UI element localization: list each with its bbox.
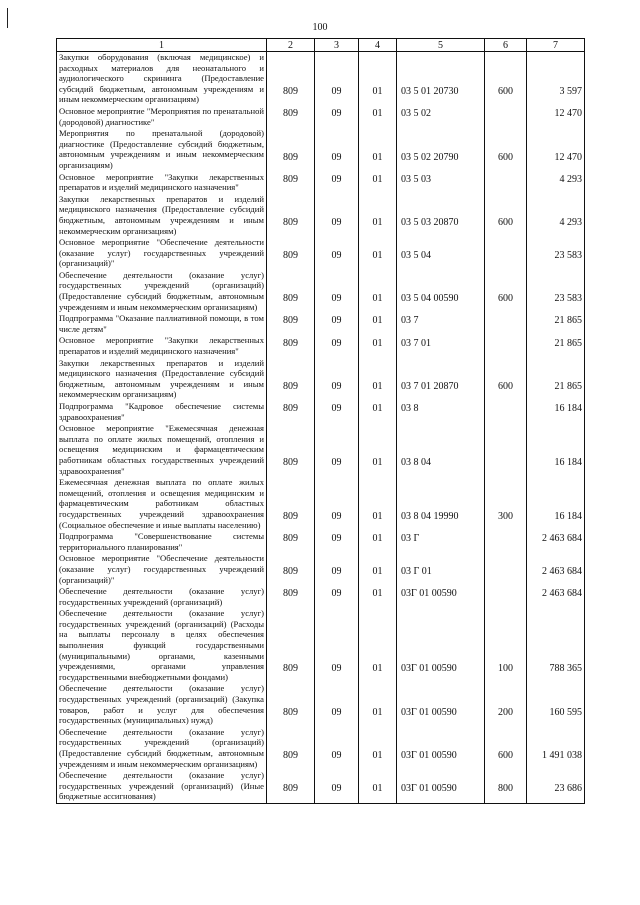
table-row: [57, 770, 585, 803]
row-section-code: 09: [315, 128, 359, 171]
column-header: 2: [267, 39, 315, 52]
row-subsection-code: 01: [359, 586, 397, 608]
row-section-code: 09: [315, 335, 359, 357]
row-grbs-code: 809: [267, 423, 315, 477]
row-description: Обеспечение деятельности (оказание услуг) государственных учреждений (организаций): [57, 586, 267, 608]
row-amount: 21 865: [527, 313, 585, 335]
row-amount: 4 293: [527, 172, 585, 194]
row-target-article: 03 8: [397, 401, 485, 423]
row-target-article: 03 8 04: [397, 423, 485, 477]
row-amount: 21 865: [527, 335, 585, 357]
row-section-code: 09: [315, 477, 359, 531]
row-amount: 160 595: [527, 683, 585, 726]
row-amount: 23 686: [527, 770, 585, 803]
row-target-article: 03Г 01 00590: [397, 683, 485, 726]
row-expense-type: [485, 313, 527, 335]
row-section-code: 09: [315, 52, 359, 106]
row-subsection-code: 01: [359, 270, 397, 313]
row-amount: 21 865: [527, 358, 585, 401]
row-description: Ежемесячная денежная выплата по оплате жилых помещений, отопления и освещения медицинским и фармацевтическим работникам областных государственных учреждений здравоохранения (Социальное обеспечение и иные выплаты населению): [57, 477, 267, 531]
row-target-article: 03 7 01 20870: [397, 358, 485, 401]
row-description: Основное мероприятие "Ежемесячная денежная выплата по оплате жилых помещений, отопления и освещения медицинским и фармацевтическим работникам областных государственных учреждений здравоохранения": [57, 423, 267, 477]
row-subsection-code: 01: [359, 128, 397, 171]
row-subsection-code: 01: [359, 477, 397, 531]
row-grbs-code: 809: [267, 770, 315, 803]
row-grbs-code: 809: [267, 313, 315, 335]
row-target-article: 03 7 01: [397, 335, 485, 357]
row-expense-type: 600: [485, 270, 527, 313]
table-row: [57, 358, 585, 401]
table-row: [57, 553, 585, 586]
row-section-code: 09: [315, 586, 359, 608]
row-amount: 788 365: [527, 608, 585, 683]
row-target-article: 03Г 01 00590: [397, 586, 485, 608]
row-amount: 2 463 684: [527, 586, 585, 608]
row-expense-type: 600: [485, 358, 527, 401]
row-expense-type: 600: [485, 52, 527, 106]
row-description: Закупки лекарственных препаратов и изделий медицинского назначения (Предоставление субсидий бюджетным, автономным учреждениям и иным некоммерческим организациям): [57, 358, 267, 401]
row-subsection-code: 01: [359, 358, 397, 401]
column-header: 7: [527, 39, 585, 52]
row-section-code: 09: [315, 683, 359, 726]
row-expense-type: 300: [485, 477, 527, 531]
row-grbs-code: 809: [267, 586, 315, 608]
row-grbs-code: 809: [267, 683, 315, 726]
row-expense-type: [485, 401, 527, 423]
row-target-article: 03 5 03: [397, 172, 485, 194]
row-description: Основное мероприятие "Обеспечение деятельности (оказание услуг) государственных учреждений (организаций)": [57, 553, 267, 586]
row-description: Основное мероприятие "Мероприятия по пренатальной (дородовой) диагностике": [57, 106, 267, 128]
table-row: [57, 335, 585, 357]
row-description: Подпрограмма "Кадровое обеспечение системы здравоохранения": [57, 401, 267, 423]
row-target-article: 03 5 04: [397, 237, 485, 270]
table-row: [57, 477, 585, 531]
row-subsection-code: 01: [359, 237, 397, 270]
row-section-code: 09: [315, 727, 359, 770]
row-grbs-code: 809: [267, 270, 315, 313]
row-grbs-code: 809: [267, 335, 315, 357]
row-amount: 2 463 684: [527, 553, 585, 586]
row-subsection-code: 01: [359, 683, 397, 726]
row-section-code: 09: [315, 401, 359, 423]
row-target-article: 03Г 01 00590: [397, 608, 485, 683]
row-section-code: 09: [315, 423, 359, 477]
row-expense-type: 800: [485, 770, 527, 803]
row-amount: 1 491 038: [527, 727, 585, 770]
row-grbs-code: 809: [267, 531, 315, 553]
row-amount: 16 184: [527, 477, 585, 531]
row-subsection-code: 01: [359, 608, 397, 683]
table-row: [57, 401, 585, 423]
row-expense-type: [485, 423, 527, 477]
row-description: Обеспечение деятельности (оказание услуг) государственных учреждений (организаций) (Предоставление субсидий бюджетным, автономным учреждениям и иным некоммерческим организациям): [57, 270, 267, 313]
row-section-code: 09: [315, 608, 359, 683]
row-subsection-code: 01: [359, 313, 397, 335]
table-row: [57, 194, 585, 237]
row-amount: 16 184: [527, 401, 585, 423]
row-grbs-code: 809: [267, 477, 315, 531]
row-grbs-code: 809: [267, 194, 315, 237]
row-expense-type: [485, 172, 527, 194]
column-header: 6: [485, 39, 527, 52]
row-amount: 16 184: [527, 423, 585, 477]
row-subsection-code: 01: [359, 553, 397, 586]
table-row: [57, 683, 585, 726]
table-header-row: [57, 39, 585, 52]
row-amount: 12 470: [527, 106, 585, 128]
row-expense-type: [485, 531, 527, 553]
row-grbs-code: 809: [267, 608, 315, 683]
row-description: Основное мероприятие "Обеспечение деятельности (оказание услуг) государственных учреждений (организаций)": [57, 237, 267, 270]
row-amount: 23 583: [527, 237, 585, 270]
column-header: 3: [315, 39, 359, 52]
row-description: Подпрограмма "Совершенствование системы территориального планирования": [57, 531, 267, 553]
row-subsection-code: 01: [359, 531, 397, 553]
row-section-code: 09: [315, 237, 359, 270]
row-subsection-code: 01: [359, 52, 397, 106]
row-description: Обеспечение деятельности (оказание услуг) государственных учреждений (организаций) (Предоставление субсидий бюджетным, автономным учреждениям и иным некоммерческим организациям): [57, 727, 267, 770]
row-expense-type: [485, 586, 527, 608]
row-subsection-code: 01: [359, 727, 397, 770]
table-row: [57, 608, 585, 683]
row-grbs-code: 809: [267, 358, 315, 401]
row-grbs-code: 809: [267, 401, 315, 423]
row-description: Мероприятия по пренатальной (дородовой) диагностике (Предоставление субсидий бюджетным, автономным учреждениям и иным некоммерческим организациям): [57, 128, 267, 171]
table-row: [57, 586, 585, 608]
row-section-code: 09: [315, 270, 359, 313]
row-section-code: 09: [315, 553, 359, 586]
table-row: [57, 106, 585, 128]
row-expense-type: 200: [485, 683, 527, 726]
row-section-code: 09: [315, 194, 359, 237]
row-grbs-code: 809: [267, 128, 315, 171]
row-target-article: 03Г 01 00590: [397, 770, 485, 803]
row-amount: 23 583: [527, 270, 585, 313]
row-description: Закупки лекарственных препаратов и изделий медицинского назначения (Предоставление субсидий бюджетным, автономным учреждениям и иным некоммерческим организациям): [57, 194, 267, 237]
row-expense-type: [485, 106, 527, 128]
row-subsection-code: 01: [359, 106, 397, 128]
row-expense-type: [485, 553, 527, 586]
table-row: [57, 270, 585, 313]
row-description: Обеспечение деятельности (оказание услуг) государственных учреждений (организаций) (Расходы на выплаты персоналу в целях обеспечения выполнения функций государственными (муниципальными) органами, казенными учреждениями, органами управления государственными внебюджетными фондами): [57, 608, 267, 683]
row-section-code: 09: [315, 770, 359, 803]
row-amount: 3 597: [527, 52, 585, 106]
row-description: Обеспечение деятельности (оказание услуг) государственных учреждений (организаций) (Закупка товаров, работ и услуг для обеспечения государственных (муниципальных) нужд): [57, 683, 267, 726]
row-amount: 2 463 684: [527, 531, 585, 553]
row-subsection-code: 01: [359, 423, 397, 477]
row-amount: 12 470: [527, 128, 585, 171]
row-target-article: 03 5 02: [397, 106, 485, 128]
row-expense-type: 600: [485, 128, 527, 171]
row-grbs-code: 809: [267, 172, 315, 194]
row-target-article: 03 5 04 00590: [397, 270, 485, 313]
row-expense-type: [485, 335, 527, 357]
row-target-article: 03 5 03 20870: [397, 194, 485, 237]
row-grbs-code: 809: [267, 727, 315, 770]
row-target-article: 03Г 01 00590: [397, 727, 485, 770]
row-expense-type: 100: [485, 608, 527, 683]
table-row: [57, 313, 585, 335]
table-row: [57, 237, 585, 270]
row-description: Основное мероприятие "Закупки лекарственных препаратов и изделий медицинского назначения": [57, 172, 267, 194]
table-row: [57, 52, 585, 106]
row-target-article: 03 7: [397, 313, 485, 335]
row-expense-type: 600: [485, 194, 527, 237]
row-description: Закупки оборудования (включая медицинское) и расходных материалов для неонатального и аудиологического скрининга (Предоставление субсидий бюджетным, автономным учреждениям и иным некоммерческим организациям): [57, 52, 267, 106]
row-grbs-code: 809: [267, 106, 315, 128]
page-number: 100: [312, 22, 328, 33]
row-subsection-code: 01: [359, 770, 397, 803]
row-grbs-code: 809: [267, 237, 315, 270]
row-expense-type: 600: [485, 727, 527, 770]
row-section-code: 09: [315, 172, 359, 194]
row-section-code: 09: [315, 106, 359, 128]
row-section-code: 09: [315, 358, 359, 401]
row-target-article: 03 5 01 20730: [397, 52, 485, 106]
row-grbs-code: 809: [267, 52, 315, 106]
row-section-code: 09: [315, 531, 359, 553]
row-target-article: 03 Г: [397, 531, 485, 553]
column-header: 1: [57, 39, 267, 52]
row-section-code: 09: [315, 313, 359, 335]
table-row: [57, 423, 585, 477]
row-target-article: 03 5 02 20790: [397, 128, 485, 171]
row-subsection-code: 01: [359, 335, 397, 357]
row-description: Основное мероприятие "Закупки лекарственных препаратов и изделий медицинского назначения": [57, 335, 267, 357]
row-description: Подпрограмма "Оказание паллиативной помощи, в том числе детям": [57, 313, 267, 335]
budget-table: [56, 38, 585, 804]
row-amount: 4 293: [527, 194, 585, 237]
column-header: 5: [397, 39, 485, 52]
row-target-article: 03 Г 01: [397, 553, 485, 586]
table-row: [57, 172, 585, 194]
table-row: [57, 128, 585, 171]
row-target-article: 03 8 04 19990: [397, 477, 485, 531]
row-subsection-code: 01: [359, 401, 397, 423]
column-header: 4: [359, 39, 397, 52]
row-subsection-code: 01: [359, 172, 397, 194]
table-row: [57, 531, 585, 553]
row-expense-type: [485, 237, 527, 270]
row-grbs-code: 809: [267, 553, 315, 586]
table-row: [57, 727, 585, 770]
row-description: Обеспечение деятельности (оказание услуг) государственных учреждений (организаций) (Иные бюджетные ассигнования): [57, 770, 267, 803]
row-subsection-code: 01: [359, 194, 397, 237]
